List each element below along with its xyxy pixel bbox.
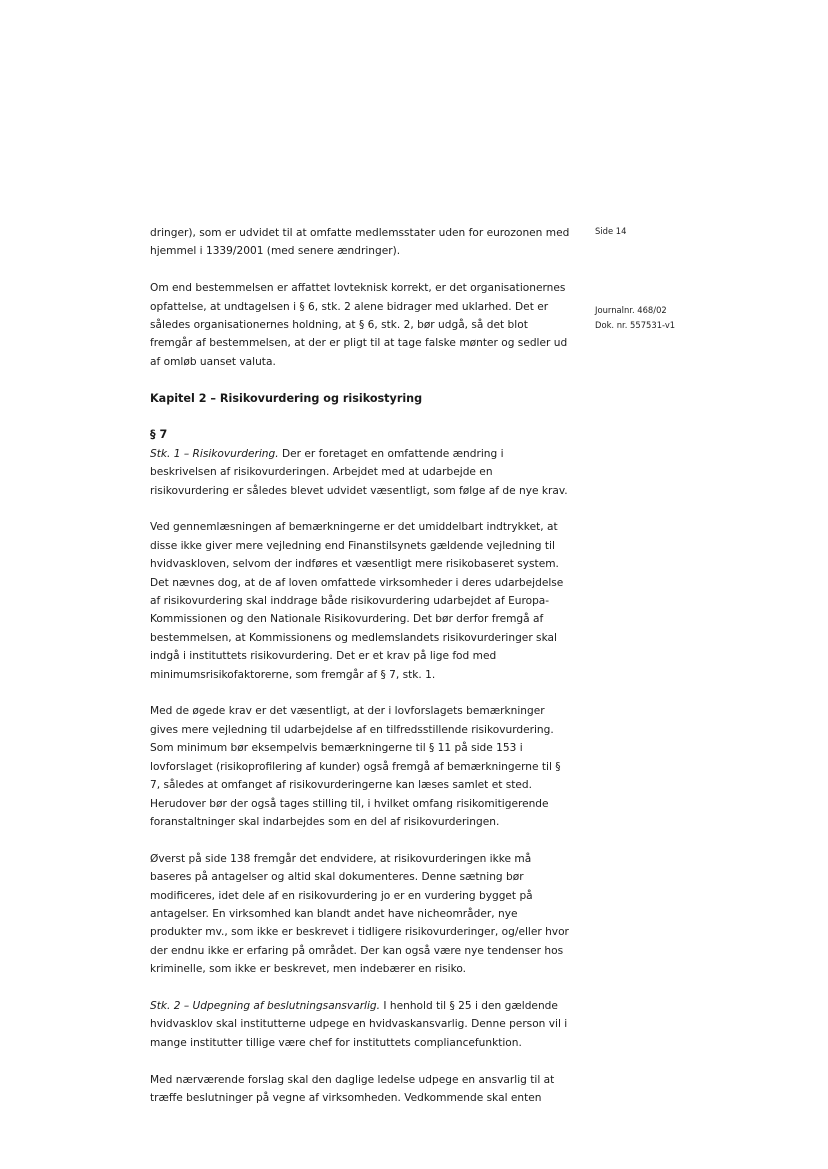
stk1-text: Der er foretaget en omfattende ændring i beskrivelsen af risikovurderingen. Arbejdet med at udarbejde en risikovurdering er således blevet udvidet væsentligt, som følge af de nye krav. bbox=[150, 447, 568, 497]
document-meta bbox=[595, 303, 675, 332]
document-body bbox=[150, 224, 570, 1126]
paragraph-organisation-view: Om end bestemmelsen er affattet lovteknisk korrekt, er det organisationernes opfattelse, at undtagelsen i § 6, stk. 2 alene bidrager med uklarhed. Det er således organisationernes holdning, at § 6, stk. 2, bør udgå, så det blot fremgår af bestemmelsen, at der er pligt til at tage falske mønter og sedler ud af omløb uanset valuta. bbox=[150, 282, 568, 368]
stk2-text: I henhold til § 25 i den gældende hvidvasklov skal institutterne udpege en hvidvaskansvarlig. Denne person vil i mange institutter tillige være chef for instituttets compliancefunktion. bbox=[150, 999, 568, 1049]
paragraph-reading-notes: Ved gennemlæsningen af bemærkningerne er det umiddelbart indtrykket, at disse ikke giver mere vejledning end Finanstilsynets gældende vejledning til hvidvaskloven, selvom der indføres et væsentligt mere risikobaseret system. Det nævnes dog, at de af loven omfattede virksomheder i deres udarbejdelse af risikovurdering skal inddrage både risikovurdering udarbejdet af Europa-Kommissionen og den Nationale Risikovurdering. Det bør derfor fremgå af bestemmelsen, at Kommissionens og medlemslandets risikovurderinger skal indgå i instituttets risikovurdering. Det er et krav på lige fod med minimumsrisikofaktorerne, som fremgår af § 7, stk. 1. bbox=[150, 521, 564, 681]
page-number: Side 14 bbox=[595, 226, 627, 236]
document-number: Dok. nr. 557531-v1 bbox=[595, 319, 676, 330]
stk2-label: Stk. 2 – Udpegning af beslutningsansvarlig. bbox=[150, 999, 381, 1012]
paragraph-increased-requirements: Med de øgede krav er det væsentligt, at der i lovforslagets bemærkninger gives mere vejledning til udarbejdelse af en tilfredsstillende risikovurdering. Som minimum bør eksempelvis bemærkningerne til § 11 på side 153 i lovforslaget (risikoprofilering af kunder) også fremgå af bemærkningerne til § 7, således at omfanget af risikovurderingerne kan læses samlet et sted. Herudover bør der også tages stilling til, i hvilket omfang risikomitigerende foranstaltninger skal indarbejdes som en del af risikovurderingen. bbox=[150, 705, 561, 828]
stk2-paragraph bbox=[150, 997, 570, 1052]
paragraph-proposal: Med nærværende forslag skal den daglige ledelse udpege en ansvarlig til at træffe beslutninger på vegne af virksomheden. Vedkommende skal enten bbox=[150, 1073, 555, 1104]
stk1-label: Stk. 1 – Risikovurdering. bbox=[150, 447, 279, 460]
paragraph-page-138: Øverst på side 138 fremgår det endvidere, at risikovurderingen ikke må baseres på antagelser og altid skal dokumenteres. Denne sætning bør modificeres, idet dele af en risikovurdering jo er en vurdering bygget på antagelser. En virksomhed kan blandt andet have nicheområder, nye produkter mv., som ikke er beskrevet i tidligere risikovurderinger, og/eller hvor der endnu ikke er erfaring på området. Der kan også være nye tendenser hos kriminelle, som ikke er beskrevet, men indebærer en risiko. bbox=[150, 852, 569, 976]
journal-number: Journalnr. 468/02 bbox=[595, 305, 667, 315]
section-symbol: § 7 bbox=[150, 428, 168, 442]
section-7 bbox=[150, 426, 570, 500]
paragraph-intro: dringer), som er udvidet til at omfatte medlemsstater uden for eurozonen med hjemmel i 1339/2001 (med senere ændringer). bbox=[150, 227, 570, 258]
chapter-heading: Kapitel 2 – Risikovurdering og risikostyring bbox=[150, 391, 423, 405]
